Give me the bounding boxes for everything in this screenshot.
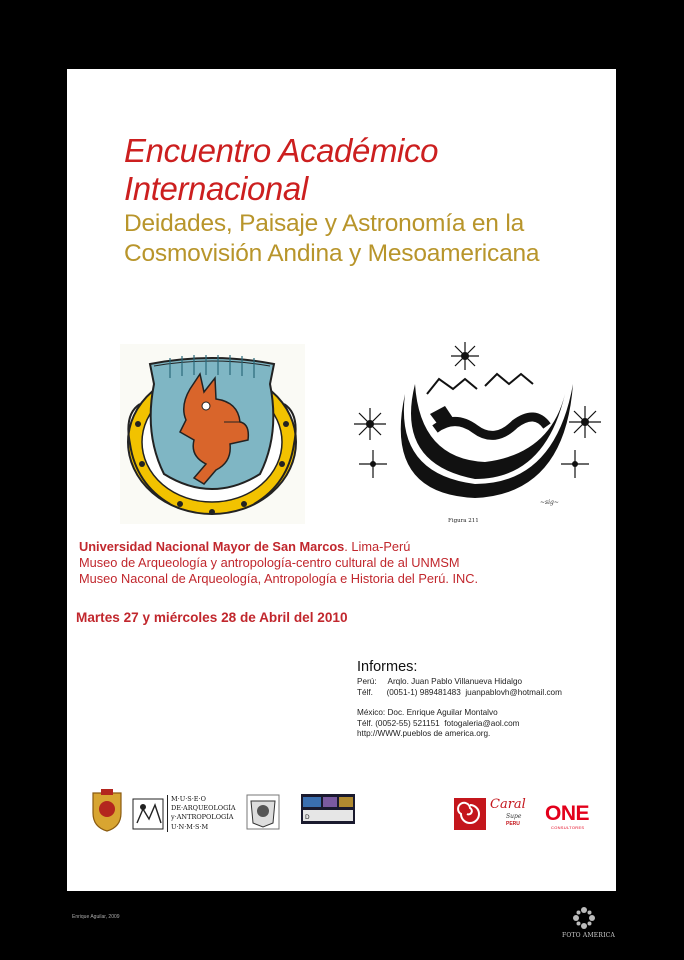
title-subtitle	[124, 209, 614, 269]
photo-credit: Enrique Aguilar, 2009	[72, 914, 120, 920]
contact-mexico-phone[interactable]: Télf. (0052-55) 521151 fotogaleria@aol.com	[357, 718, 520, 728]
subtitle-line-2: Cosmovisión Andina y Mesoamericana	[124, 240, 540, 267]
contact-mexico: México: Doc. Enrique Aguilar Montalvo	[357, 708, 498, 718]
caral-spiral-icon	[453, 797, 487, 831]
museum-line-2: Museo Naconal de Arqueología, Antropología e Historia del Perú. INC.	[79, 571, 479, 586]
subtitle-line-1: Deidades, Paisaje y Astronomía en la	[124, 210, 525, 237]
media-banner-icon	[301, 794, 355, 824]
caral-logo	[453, 797, 543, 837]
museo-line-4: U·N·M·S·M	[171, 822, 209, 831]
university-name: Universidad Nacional Mayor de San Marcos	[79, 539, 345, 554]
svg-text:D: D	[305, 814, 310, 821]
crescent-serpent-illustration	[335, 334, 605, 524]
museo-unmsm-logo	[131, 795, 236, 833]
rabbit-vessel-illustration	[120, 344, 305, 524]
one-logo-sub: CONSULTORES	[551, 825, 585, 830]
title-line-1: Encuentro Académico	[124, 132, 439, 169]
foto-america-brand: FOTO AMERICA	[562, 932, 615, 939]
one-logo: ONE	[545, 802, 590, 825]
contact-heading: Informes:	[357, 659, 418, 675]
caral-country: PERU	[506, 821, 520, 827]
museum-glyph-icon	[131, 795, 165, 833]
institutions-block	[79, 539, 599, 587]
contact-block	[357, 659, 607, 740]
contact-website[interactable]: http://WWW.pueblos de america.org.	[357, 729, 491, 739]
figure-caption: Figura 211	[448, 518, 479, 524]
museum-line-1: Museo de Arqueología y antropología-centro cultural de al UNMSM	[79, 555, 460, 570]
contact-peru: Perú: Arqlo. Juan Pablo Villanueva Hidalgo	[357, 677, 523, 686]
university-line	[79, 539, 599, 555]
contact-peru-phone[interactable]: Télf. (0051-1) 989481483 juanpablovh@hotmail.com	[357, 687, 562, 697]
foto-america-logo-icon	[571, 905, 597, 931]
unam-crest-icon	[245, 793, 281, 831]
poster	[67, 69, 616, 891]
university-city: . Lima-Perú	[344, 539, 411, 554]
museo-line-3: y·ANTROPOLOGÍA	[171, 813, 234, 822]
title-main	[124, 132, 604, 208]
museo-line-2: DE·ARQUEOLOGÍA	[171, 804, 236, 813]
museo-line-1: M·U·S·E·O	[171, 795, 206, 803]
svg-text:~sig~: ~sig~	[540, 499, 559, 506]
unmsm-crest-icon	[89, 787, 125, 833]
caral-name: Caral	[490, 797, 526, 812]
event-dates: Martes 27 y miércoles 28 de Abril del 2010	[76, 610, 348, 625]
caral-sub: Supe	[506, 813, 522, 820]
title-line-2: Internacional	[124, 170, 308, 207]
